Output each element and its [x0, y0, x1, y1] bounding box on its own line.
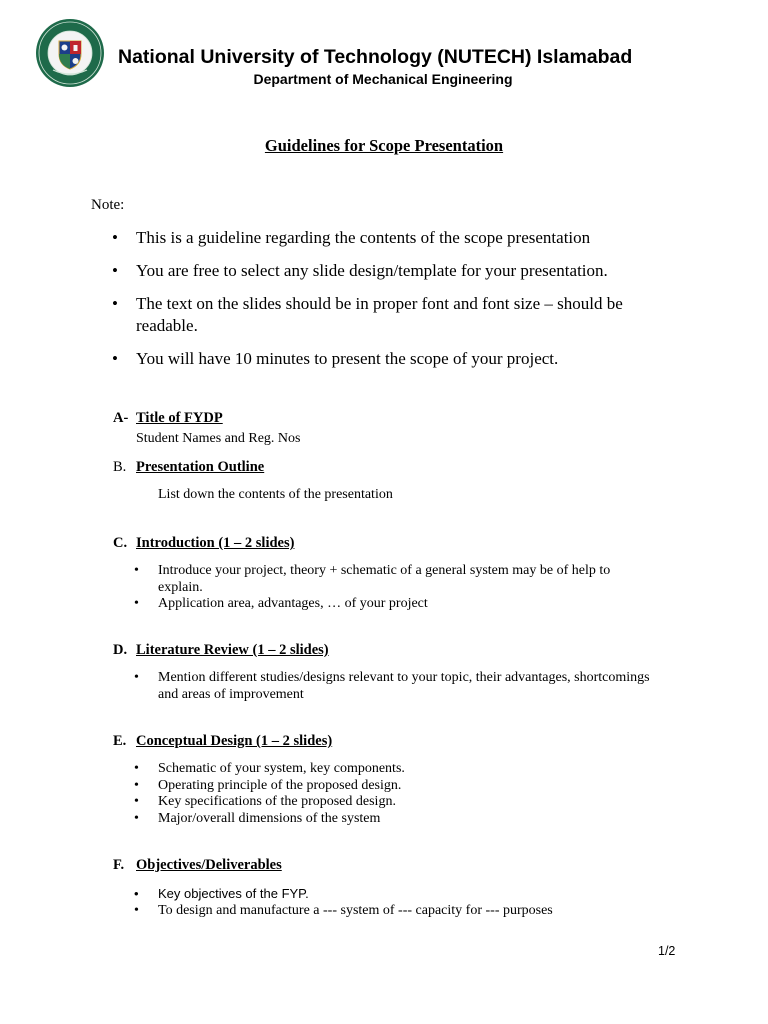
list-item: • Major/overall dimensions of the system	[134, 811, 654, 828]
page-number: 1/2	[658, 944, 676, 958]
list-item: • Schematic of your system, key components.	[134, 761, 654, 778]
note-item: • The text on the slides should be in proper font and font size – should be readable.	[110, 293, 670, 337]
note-label: Note:	[91, 197, 125, 213]
document-title: Guidelines for Scope Presentation	[264, 136, 504, 155]
list-item: • Key specifications of the proposed design.	[134, 794, 654, 811]
university-logo	[35, 18, 105, 88]
section-e-letter: E.	[113, 733, 127, 749]
list-item: • Key objectives of the FYP.	[134, 886, 654, 903]
section-c-list	[134, 563, 654, 613]
section-b-text: List down the contents of the presentation	[158, 487, 393, 502]
section-f-letter: F.	[113, 857, 125, 873]
section-b-letter: B.	[113, 459, 127, 475]
department-name: Department of Mechanical Engineering	[253, 71, 513, 87]
note-item: • This is a guideline regarding the contents of the scope presentation	[110, 227, 670, 249]
note-item: • You are free to select any slide design/template for your presentation.	[110, 260, 670, 282]
section-f-heading: Objectives/Deliverables	[136, 857, 282, 873]
note-item: • You will have 10 minutes to present the scope of your project.	[110, 348, 670, 370]
notes-list	[110, 227, 670, 381]
list-item: • Introduce your project, theory + schematic of a general system may be of help to explain.	[134, 563, 654, 596]
section-d-heading: Literature Review (1 – 2 slides)	[136, 642, 329, 658]
list-item: • To design and manufacture a --- system of --- capacity for --- purposes	[134, 903, 654, 920]
list-item: • Mention different studies/designs relevant to your topic, their advantages, shortcomings and areas of improvement	[134, 670, 654, 703]
section-c-heading: Introduction (1 – 2 slides)	[136, 535, 295, 551]
section-b-heading: Presentation Outline	[136, 459, 265, 475]
section-e-heading: Conceptual Design (1 – 2 slides)	[136, 733, 333, 749]
section-a-text: Student Names and Reg. Nos	[136, 431, 301, 446]
section-c-letter: C.	[113, 535, 128, 551]
university-name: National University of Technology (NUTECH) Islamabad	[118, 46, 633, 68]
section-a-heading: Title of FYDP	[136, 410, 223, 426]
section-d-letter: D.	[113, 642, 128, 658]
section-e-list	[134, 761, 654, 827]
section-a-letter: A-	[113, 410, 129, 426]
section-d-list	[134, 670, 654, 703]
list-item: • Application area, advantages, … of your project	[134, 596, 654, 613]
section-f-list	[134, 886, 654, 919]
list-item: • Operating principle of the proposed design.	[134, 778, 654, 795]
